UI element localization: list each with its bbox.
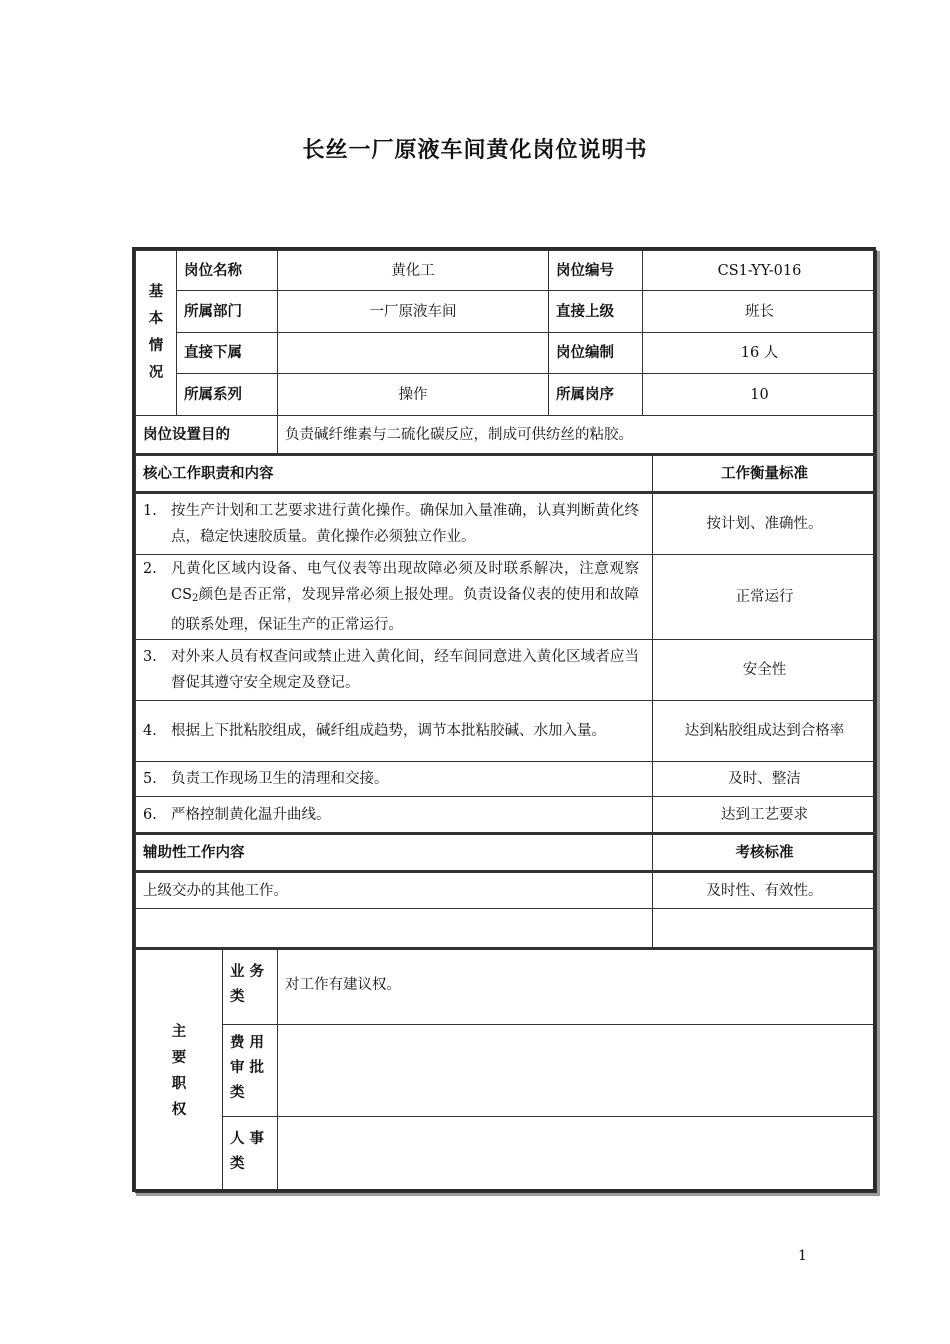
field-label: 岗位编号 xyxy=(549,251,643,291)
aux-item xyxy=(136,909,653,949)
duty-item: 4. 根据上下批粘胶组成，碱纤组成趋势，调节本批粘胶碱、水加入量。 xyxy=(136,701,653,762)
power-text xyxy=(278,1025,877,1117)
field-value: 10 xyxy=(643,374,877,416)
duty-item: 5. 负责工作现场卫生的清理和交接。 xyxy=(136,762,653,797)
field-label: 直接下属 xyxy=(177,333,278,374)
field-value: 一厂原液车间 xyxy=(278,291,549,333)
aux-item: 上级交办的其他工作。 xyxy=(136,872,653,909)
purpose-label: 岗位设置目的 xyxy=(136,416,278,454)
duty-standard: 及时、整洁 xyxy=(653,762,877,797)
aux-standard-header: 考核标准 xyxy=(653,834,877,872)
duty-standard: 按计划、准确性。 xyxy=(653,493,877,555)
power-text: 对工作有建议权。 xyxy=(278,949,877,1025)
powers-table xyxy=(135,947,877,1193)
field-value: 黄化工 xyxy=(278,251,549,291)
duty-standard: 安全性 xyxy=(653,640,877,701)
field-label: 所属岗序 xyxy=(549,374,643,416)
core-standard-header: 工作衡量标准 xyxy=(653,455,877,493)
basic-info-table xyxy=(135,250,877,454)
aux-standard: 及时性、有效性。 xyxy=(653,872,877,909)
duty-item: 2. 凡黄化区域内设备、电气仪表等出现故障必须及时联系解决，注意观察$CS_2$颜色是否正常，发现异常必须上报处理。负责设备仪表的使用和故障的联系处理，保证生产的正常运行。 xyxy=(136,555,653,640)
duty-standard: 达到粘胶组成达到合格率 xyxy=(653,701,877,762)
core-header: 核心工作职责和内容 xyxy=(136,455,653,493)
duty-item: 1. 按生产计划和工艺要求进行黄化操作。确保加入量准确，认真判断黄化终点，稳定快速胶质量。黄化操作必须独立作业。 xyxy=(136,493,653,555)
field-value xyxy=(278,333,549,374)
field-label: 所属系列 xyxy=(177,374,278,416)
purpose-text: 负责碱纤维素与二硫化碳反应，制成可供纺丝的粘胶。 xyxy=(278,416,877,454)
duty-standard: 正常运行 xyxy=(653,555,877,640)
page-title: 长丝一厂原液车间黄化岗位说明书 xyxy=(302,138,648,163)
power-type-label: 业 务 类 xyxy=(223,949,278,1025)
field-value: CS1-YY-016 xyxy=(643,251,877,291)
power-text xyxy=(278,1117,877,1193)
field-label: 直接上级 xyxy=(549,291,643,333)
duty-item: 3. 对外来人员有权查问或禁止进入黄化间，经车间同意进入黄化区域者应当督促其遵守安全规定及登记。 xyxy=(136,640,653,701)
powers-section-label: 主 要 职 权 xyxy=(136,949,223,1193)
page-number: 1 xyxy=(798,1248,807,1264)
basic-section-label: 基 本 情 况 xyxy=(136,251,177,416)
aux-header: 辅助性工作内容 xyxy=(136,834,653,872)
core-duties-table xyxy=(135,453,877,949)
field-value: 班长 xyxy=(643,291,877,333)
power-type-label: 费 用 审 批 类 xyxy=(223,1025,278,1117)
field-label: 所属部门 xyxy=(177,291,278,333)
duty-item: 6. 严格控制黄化温升曲线。 xyxy=(136,797,653,834)
field-value: 16 人 xyxy=(643,333,877,374)
power-type-label: 人 事 类 xyxy=(223,1117,278,1193)
field-label: 岗位名称 xyxy=(177,251,278,291)
field-value: 操作 xyxy=(278,374,549,416)
duty-standard: 达到工艺要求 xyxy=(653,797,877,834)
aux-standard xyxy=(653,909,877,949)
field-label: 岗位编制 xyxy=(549,333,643,374)
